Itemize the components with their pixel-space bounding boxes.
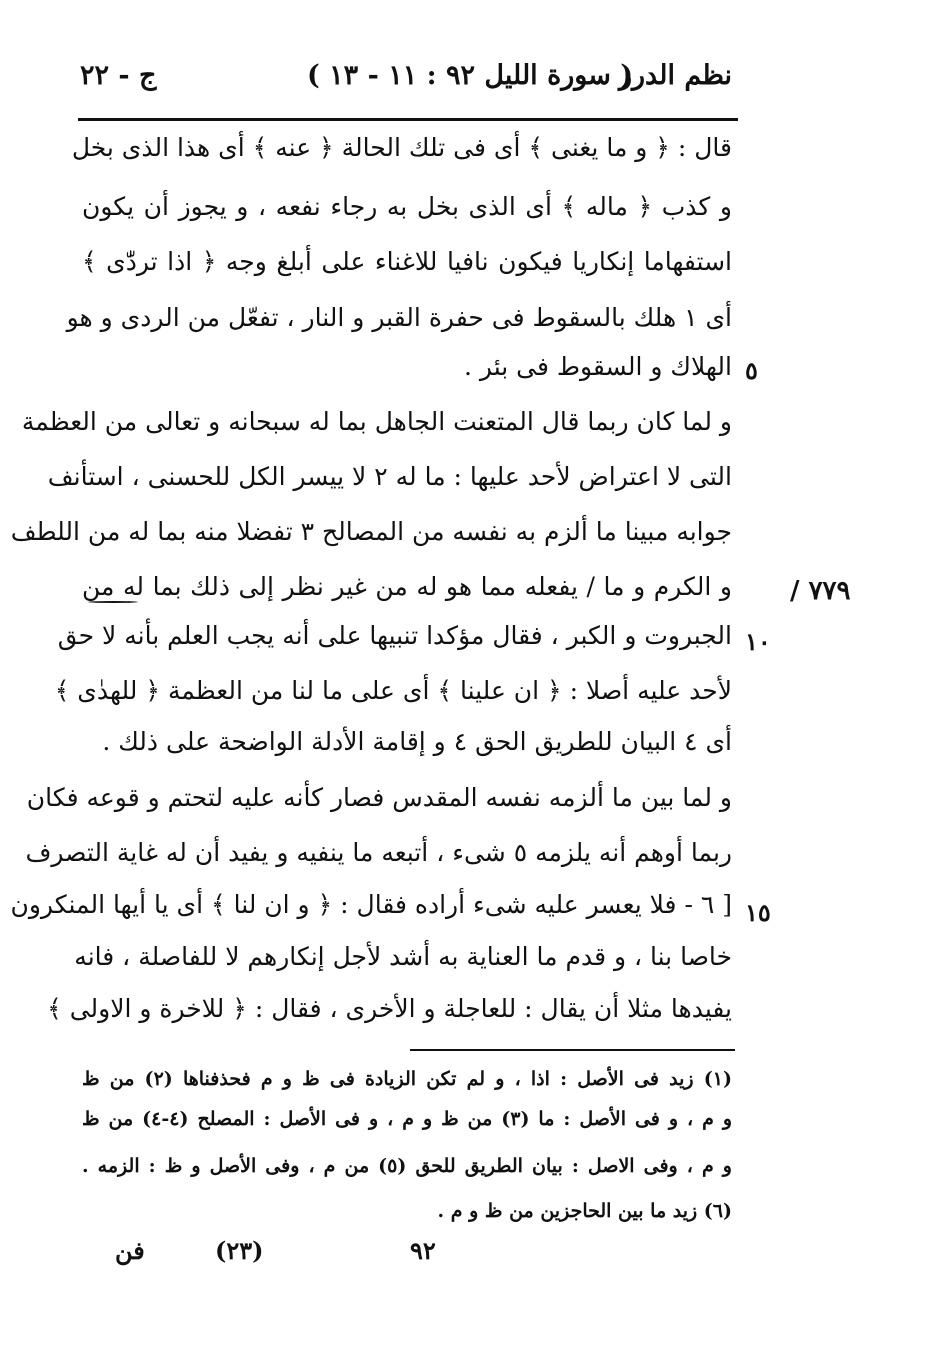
body-line: استفهاما إنكاريا فيكون نافيا للاغناء على أبلغ وجه ﴿ اذا تردّٰى ﴾ (82, 247, 732, 276)
line-number: ٥ (745, 356, 758, 385)
header-rule (78, 118, 738, 121)
book-title: نظم الدرر (618, 60, 732, 91)
body-line: يفيدها مثلا أن يقال : للعاجلة و الأخرى ، فقال : ﴿ للاخرة و الاولى ﴾ (47, 994, 732, 1023)
surah-number: ٩٢ (410, 1236, 436, 1265)
decorative-stroke (88, 601, 138, 603)
body-line: و الكرم و ما / يفعله مما هو له من غير نظر إلى ذلك بما له من (82, 572, 732, 601)
footnote-line: (٦) زيد ما بين الحاجزين من ظ و م . (437, 1200, 732, 1222)
volume-number: ج - ٢٢ (80, 60, 157, 91)
body-line: لأحد عليه أصلا : ﴿ ان علينا ﴾ أى على ما لنا من العظمة ﴿ للهدٰى ﴾ (54, 676, 732, 705)
footnote-line: و م ، وفى الاصل : بيان الطريق للحق (٥) من م ، وفى الأصل و ظ : الزمه . (82, 1155, 732, 1177)
margin-page-marker: ٧٧٩ / (790, 576, 851, 606)
sheet-number: (٢٣) (215, 1236, 264, 1265)
body-line: و كذب ﴿ ماله ﴾ أى الذى بخل به رجاء نفعه ، و يجوز أن يكون (82, 192, 732, 221)
body-line: الجبروت و الكبر ، فقال مؤكدا تنبيها على أنه يجب العلم بأنه لا حق (57, 621, 732, 650)
body-line: ربما أوهم أنه يلزمه ٥ شىء ، أتبعه ما ينفيه و يفيد أن له غاية التصرف (25, 838, 732, 867)
body-line: التى لا اعتراض لأحد عليها : ما له ٢ لا ييسر الكل للحسنى ، استأنف (47, 462, 732, 491)
line-number: ١٥ (745, 898, 771, 927)
body-line: و لما بين ما ألزمه نفسه المقدس فصار كأنه عليه لتحتم و قوعه فكان (26, 783, 732, 812)
body-line: جوابه مبينا ما ألزم به نفسه من المصالح ٣ تفضلا منه بما له من اللطف (10, 517, 732, 546)
footnote-line: و م ، و فى الأصل : ما (٣) من ظ و م ، و فى الأصل : المصلح (٤-٤) من ظ (82, 1108, 732, 1130)
body-line: الهلاك و السقوط فى بئر . (464, 352, 732, 381)
footnote-line: (١) زيد فى الأصل : اذا ، و لم تكن الزيادة فى ظ و م فحذفناها (٢) من ظ (82, 1068, 732, 1090)
body-line: قال : ﴿ و ما يغنى ﴾ أى فى تلك الحالة ﴿ عنه ﴾ أى هذا الذى بخل (71, 133, 732, 162)
body-line: أى ٤ البيان للطريق الحق ٤ و إقامة الأدلة الواضحة على ذلك . (102, 727, 732, 756)
signature-mark: فن (115, 1236, 145, 1265)
line-number: ١٠ (745, 627, 771, 656)
footnote-rule (410, 1049, 735, 1051)
body-line: خاصا بنا ، و قدم ما العناية به أشد لأجل إنكارهم لا للفاصلة ، فانه (74, 942, 732, 971)
body-line: و لما كان ربما قال المتعنت الجاهل بما له سبحانه و تعالى من العظمة (21, 407, 732, 436)
surah-reference: ( سورة الليل ٩٢ : ١١ - ١٣ ) (306, 60, 634, 91)
body-line: أى ١ هلك بالسقوط فى حفرة القبر و النار ، تفعّل من الردى و هو (66, 303, 732, 332)
body-line: [ ٦ - فلا يعسر عليه شىء أراده فقال : ﴿ و ان لنا ﴾ أى يا أيها المنكرون (10, 890, 732, 919)
